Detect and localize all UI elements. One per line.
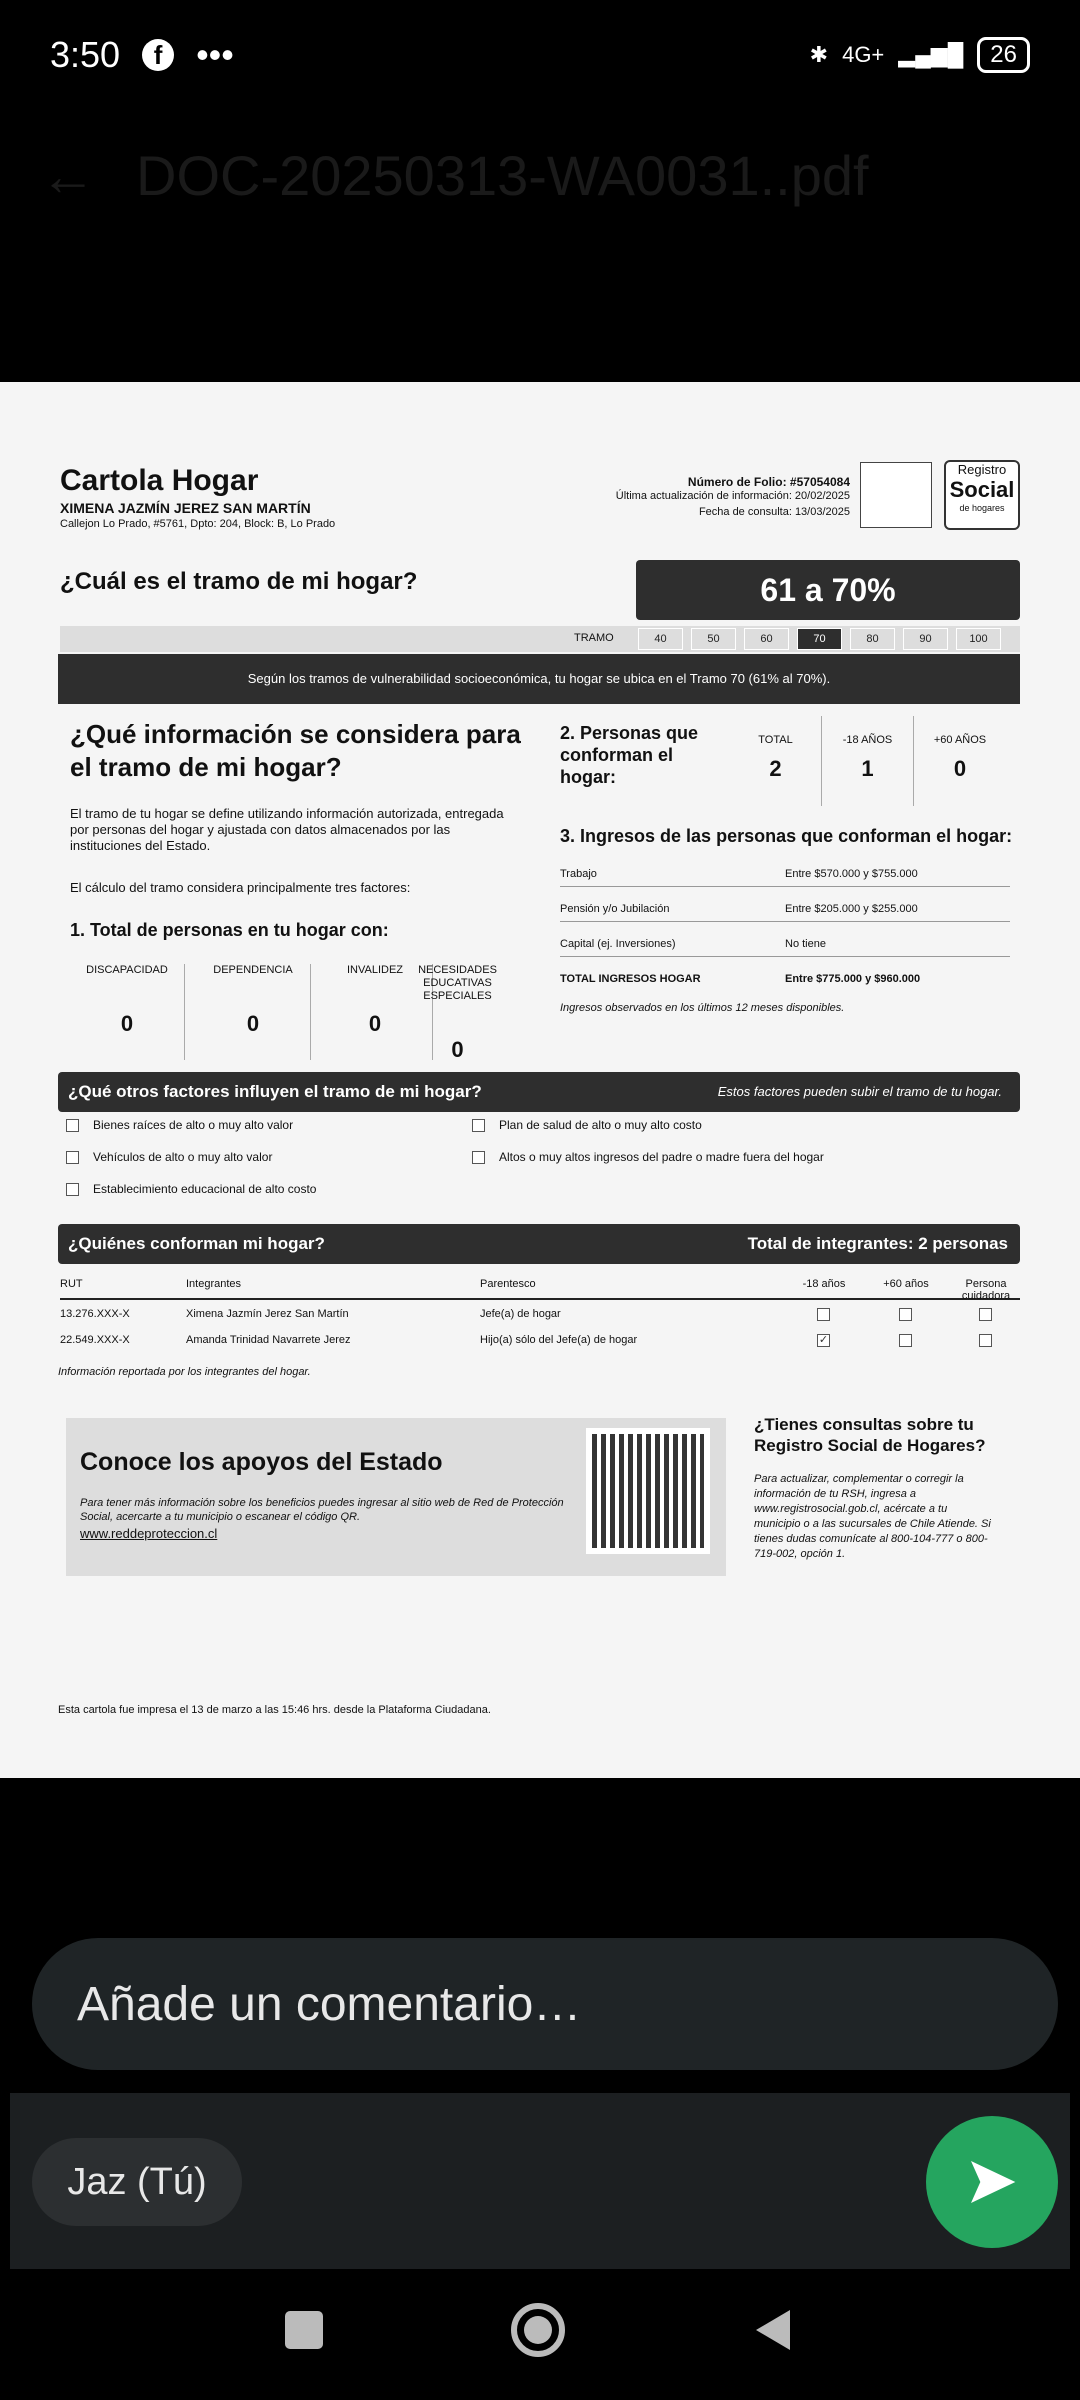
- logo-line1: Registro: [957, 462, 1007, 477]
- table-cell: Ximena Jazmín Jerez San Martín: [186, 1308, 349, 1320]
- factor-item: [70, 964, 185, 1060]
- clock: 3:50: [50, 34, 121, 75]
- checkbox: [472, 1119, 485, 1132]
- tramo-steps: [638, 628, 1009, 650]
- recipient-chip[interactable]: Jaz (Tú): [32, 2138, 242, 2226]
- other-factor-item: [472, 1150, 824, 1164]
- people-item: [730, 716, 822, 806]
- info-paragraph-1: El tramo de tu hogar se define utilizando información autorizada, entregada por personas del hogar y ajustada con datos almacenados por las instituciones del Estado.: [70, 806, 504, 853]
- other-factor-label: Bienes raíces de alto o muy alto valor: [93, 1118, 294, 1132]
- apoyos-text: Para tener más información sobre los beneficios puedes ingresar al sitio web de Red de Protección Social, acercarte a tu municipio o escanear el código QR.: [80, 1497, 564, 1523]
- table-cell: Hijo(a) sólo del Jefe(a) de hogar: [480, 1334, 638, 1346]
- members-header-row: [60, 1274, 1020, 1300]
- other-factor-label: Vehículos de alto o muy alto valor: [93, 1150, 273, 1164]
- factor1-title: 1. Total de personas en tu hogar con:: [70, 920, 389, 940]
- file-name: DOC-20250313-WA0031..pdf: [136, 143, 869, 207]
- more-notifications-icon: •••: [196, 34, 234, 75]
- info-paragraph-2: El cálculo del tramo considera principalmente tres factores:: [70, 880, 411, 895]
- other-factor-item: [66, 1182, 316, 1196]
- checkbox: ✓: [818, 1334, 829, 1346]
- factor-value: 0: [120, 1011, 134, 1036]
- send-button[interactable]: [926, 2116, 1058, 2248]
- people-label: -18 AÑOS: [842, 734, 893, 746]
- apoyos-box: [66, 1418, 726, 1576]
- people-label: +60 AÑOS: [933, 734, 987, 746]
- tramo-step: 50: [691, 628, 736, 650]
- print-footer: Esta cartola fue impresa el 13 de marzo a las 15:46 hrs. desde la Plataforma Ciudadana.: [58, 1704, 491, 1716]
- income-row: [560, 973, 1010, 991]
- people-label: TOTAL: [758, 734, 793, 746]
- facebook-icon: f: [142, 39, 174, 71]
- tramo-question: ¿Cuál es el tramo de mi hogar?: [60, 568, 418, 595]
- table-cell: Amanda Trinidad Navarrete Jerez: [186, 1334, 351, 1346]
- consultas-text: Para actualizar, complementar o corregir la información de tu RSH, ingresa a www.registrosocial.gob.cl, acércate a tu municipio o a las sucursales de Chile Atiende. Si tienes dudas comunícate al 800-104-777 o 800-719-002, opción 1.: [754, 1473, 991, 1560]
- checkbox: [899, 1334, 912, 1347]
- back-triangle-icon: [744, 2300, 804, 2360]
- tramo-label: TRAMO: [574, 632, 614, 644]
- income-value: Entre $205.000 y $255.000: [785, 903, 918, 915]
- signal-icon: ▂▄▆█: [898, 42, 964, 67]
- income-row: [560, 938, 1010, 957]
- tramo-step: 90: [903, 628, 948, 650]
- tramo-step: 70: [797, 628, 842, 650]
- doc-title: Cartola Hogar: [60, 464, 259, 497]
- pdf-page: [0, 382, 1080, 1778]
- table-row: [60, 1306, 1020, 1330]
- registro-social-logo: [944, 460, 1020, 530]
- income-label: Capital (ej. Inversiones): [560, 938, 676, 950]
- checkbox: [66, 1183, 79, 1196]
- tramo-step: 60: [744, 628, 789, 650]
- factor-value: 0: [368, 1011, 382, 1036]
- recents-button[interactable]: [274, 2300, 334, 2360]
- other-factor-item: [472, 1118, 702, 1132]
- ministry-logo: [860, 462, 932, 528]
- people-item: [822, 716, 914, 806]
- checkbox: [979, 1308, 992, 1321]
- income-title: 3. Ingresos de las personas que conforman el hogar:: [560, 826, 1013, 846]
- bluetooth-icon: ✱: [809, 42, 829, 67]
- status-bar: [0, 0, 1080, 110]
- consultas-title: ¿Tienes consultas sobre tu Registro Social de Hogares?: [754, 1415, 986, 1455]
- table-cell: Jefe(a) de hogar: [480, 1308, 561, 1320]
- checkbox: [472, 1151, 485, 1164]
- other-factor-label: Altos o muy altos ingresos del padre o madre fuera del hogar: [499, 1150, 824, 1164]
- income-value: Entre $570.000 y $755.000: [785, 868, 918, 880]
- network-label: 4G+: [842, 42, 885, 67]
- income-note: Ingresos observados en los últimos 12 meses disponibles.: [560, 1002, 845, 1014]
- people-value: 1: [861, 756, 874, 781]
- members-title: ¿Quiénes conforman mi hogar?: [68, 1234, 325, 1253]
- checkbox: [979, 1334, 992, 1347]
- table-header: Parentesco: [480, 1278, 536, 1290]
- factor-label: NECESIDADES EDUCATIVAS ESPECIALES: [418, 964, 497, 1002]
- factor-label: DEPENDENCIA: [213, 964, 293, 976]
- people-value: 2: [769, 756, 782, 781]
- other-factor-item: [66, 1150, 272, 1164]
- factor-item: [400, 964, 515, 1060]
- table-header: +60 años: [883, 1278, 929, 1290]
- viewer-title-bar: [0, 120, 1080, 230]
- holder-name: XIMENA JAZMÍN JEREZ SAN MARTÍN: [60, 500, 311, 516]
- updated-date: Última actualización de información: 20/02/2025: [615, 490, 850, 502]
- income-label: Trabajo: [560, 868, 597, 880]
- logo-line2: Social: [949, 477, 1015, 502]
- checkbox: [66, 1119, 79, 1132]
- people-title: 2. Personas que conforman el hogar:: [560, 723, 699, 787]
- income-label: TOTAL INGRESOS HOGAR: [560, 973, 701, 985]
- send-icon: [964, 2154, 1020, 2210]
- tramo-note: Según los tramos de vulnerabilidad socioeconómica, tu hogar se ubica en el Tramo 70 (61% al 70%).: [58, 654, 1020, 704]
- consult-date: Fecha de consulta: 13/03/2025: [698, 506, 850, 518]
- checkbox: [899, 1308, 912, 1321]
- table-header: RUT: [60, 1278, 83, 1290]
- other-factors-header: [58, 1072, 1020, 1112]
- square-icon: [285, 2311, 323, 2349]
- table-cell: 13.276.XXX-X: [60, 1308, 130, 1320]
- members-header: [58, 1224, 1020, 1264]
- checkbox: [66, 1151, 79, 1164]
- other-factor-item: [66, 1118, 293, 1132]
- battery-icon: 26: [977, 37, 1030, 73]
- income-value: No tiene: [785, 938, 826, 950]
- income-row: [560, 903, 1010, 922]
- income-value: Entre $775.000 y $960.000: [785, 973, 921, 985]
- members-note: Información reportada por los integrantes del hogar.: [58, 1366, 311, 1378]
- tramo-step: 100: [956, 628, 1001, 650]
- factor-value: 0: [451, 1037, 464, 1062]
- back-button[interactable]: [744, 2300, 804, 2360]
- other-factors-title: ¿Qué otros factores influyen el tramo de mi hogar?: [68, 1082, 482, 1101]
- folio: Número de Folio: #57054084: [687, 475, 850, 489]
- home-button[interactable]: [508, 2300, 568, 2360]
- factor-item: [196, 964, 311, 1060]
- home-circle-icon: [511, 2303, 565, 2357]
- apoyos-link[interactable]: www.reddeproteccion.cl: [80, 1526, 218, 1541]
- logo-line3: de hogares: [959, 503, 1005, 513]
- tramo-scale: [60, 626, 1020, 652]
- income-row: [560, 868, 1010, 887]
- qr-code: [586, 1428, 710, 1554]
- income-label: Pensión y/o Jubilación: [560, 903, 670, 915]
- factor-label: DISCAPACIDAD: [86, 964, 168, 976]
- checkbox: [817, 1308, 830, 1321]
- people-item: [914, 716, 1006, 806]
- other-factor-label: Plan de salud de alto o muy alto costo: [499, 1118, 702, 1132]
- table-header: Persona cuidadora: [961, 1278, 1011, 1302]
- tramo-step: 40: [638, 628, 683, 650]
- tramo-step: 80: [850, 628, 895, 650]
- other-factors-note: Estos factores pueden subir el tramo de tu hogar.: [717, 1084, 1002, 1099]
- tramo-value: 61 a 70%: [636, 560, 1020, 620]
- people-value: 0: [953, 756, 967, 781]
- table-cell: 22.549.XXX-X: [60, 1334, 130, 1346]
- factor-label: INVALIDEZ: [346, 964, 404, 976]
- other-factor-label: Establecimiento educacional de alto costo: [93, 1182, 317, 1196]
- holder-address: Callejon Lo Prado, #5761, Dpto: 204, Block: B, Lo Prado: [60, 518, 336, 530]
- apoyos-title: Conoce los apoyos del Estado: [80, 1448, 443, 1476]
- back-arrow-icon[interactable]: ←: [40, 143, 96, 207]
- info-title: ¿Qué información se considera para el tramo de mi hogar?: [70, 719, 521, 782]
- table-row: [60, 1332, 1020, 1356]
- comment-input[interactable]: Añade un comentario…: [32, 1938, 1058, 2070]
- members-total: Total de integrantes: 2 personas: [747, 1234, 1008, 1253]
- factor-value: 0: [246, 1011, 260, 1036]
- table-header: -18 años: [802, 1278, 846, 1290]
- table-header: Integrantes: [186, 1278, 242, 1290]
